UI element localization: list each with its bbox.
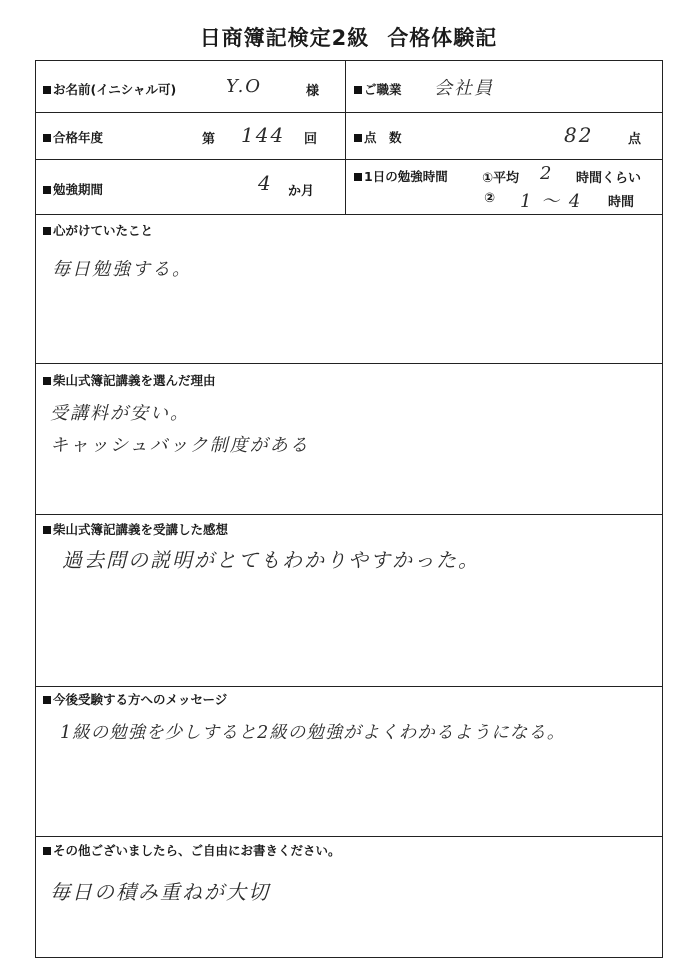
pass-period-prefix: 第 bbox=[202, 132, 216, 147]
occupation-label: ご職業 bbox=[354, 80, 402, 98]
daily-study-avg-suffix: 時間くらい bbox=[576, 171, 642, 186]
section-answer: キャッシュバック制度がある bbox=[50, 435, 310, 456]
daily-study-range-value: 1 ～ 4 bbox=[520, 191, 583, 212]
divider bbox=[36, 159, 662, 160]
daily-study-avg-value: 2 bbox=[540, 163, 554, 184]
daily-study-range-suffix: 時間 bbox=[608, 195, 635, 210]
divider bbox=[36, 836, 662, 837]
study-period-label: 勉強期間 bbox=[43, 180, 103, 198]
daily-study-avg-prefix: ①平均 bbox=[482, 171, 520, 186]
score-value: 82 bbox=[564, 123, 594, 147]
divider bbox=[36, 363, 662, 364]
name-value: Y.O bbox=[226, 76, 263, 97]
study-period-suffix: か月 bbox=[288, 184, 315, 199]
section-label: 今後受験する方へのメッセージ bbox=[43, 690, 227, 708]
divider bbox=[345, 61, 346, 214]
daily-study-label: 1日の勉強時間 bbox=[354, 167, 448, 185]
pass-period-suffix: 回 bbox=[304, 132, 318, 147]
section-label: 心がけていたこと bbox=[43, 221, 153, 239]
section-label: その他ございましたら、ご自由にお書きください。 bbox=[43, 841, 341, 859]
score-suffix: 点 bbox=[628, 132, 642, 147]
form-sheet bbox=[35, 60, 663, 958]
section-label: 柴山式簿記講義を受講した感想 bbox=[43, 520, 228, 538]
name-label: お名前(イニシャル可) bbox=[43, 80, 176, 98]
page-title bbox=[0, 22, 697, 52]
title-sub: 合格体験記 bbox=[387, 26, 498, 50]
section-answer: 毎日の積み重ねが大切 bbox=[50, 880, 270, 904]
section-label: 柴山式簿記講義を選んだ理由 bbox=[43, 371, 216, 389]
divider bbox=[36, 514, 662, 515]
divider bbox=[36, 112, 662, 113]
study-period-value: 4 bbox=[258, 171, 273, 195]
divider bbox=[36, 214, 662, 215]
title-main: 日商簿記検定2級 bbox=[199, 26, 370, 50]
section-answer: 過去問の説明がとてもわかりやすかった。 bbox=[62, 548, 480, 572]
section-answer: 受講料が安い。 bbox=[50, 403, 190, 424]
section-answer: 1級の勉強を少しすると2級の勉強がよくわかるようになる。 bbox=[60, 723, 566, 743]
divider bbox=[36, 686, 662, 687]
occupation-value: 会社員 bbox=[434, 78, 494, 99]
score-label: 点 数 bbox=[354, 128, 402, 146]
section-answer: 毎日勉強する。 bbox=[52, 259, 192, 280]
pass-period-value: 144 bbox=[241, 123, 286, 147]
name-suffix: 様 bbox=[306, 84, 320, 99]
pass-period-label: 合格年度 bbox=[43, 128, 103, 146]
daily-study-range-prefix: ② bbox=[484, 191, 496, 206]
